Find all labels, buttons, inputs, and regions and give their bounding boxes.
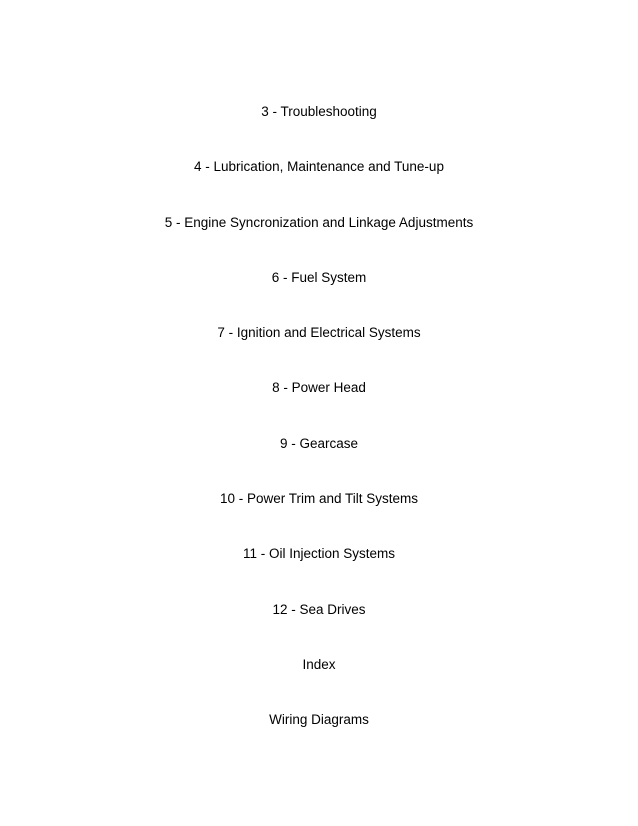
toc-entry-troubleshooting: 3 - Troubleshooting bbox=[261, 104, 377, 119]
toc-entry-power-trim-tilt: 10 - Power Trim and Tilt Systems bbox=[219, 491, 419, 507]
toc-entry-power-head: 8 - Power Head bbox=[272, 380, 366, 396]
table-of-contents bbox=[0, 102, 638, 766]
toc-entry-oil-injection: 11 - Oil Injection Systems bbox=[242, 546, 396, 562]
toc-entry-index: Index bbox=[302, 656, 336, 672]
toc-entry-sea-drives: 12 - Sea Drives bbox=[272, 601, 366, 617]
toc-entry-engine-syncronization: 5 - Engine Syncronization and Linkage Adjustments bbox=[164, 214, 474, 230]
toc-entry-wiring-diagrams: Wiring Diagrams bbox=[269, 712, 369, 728]
toc-entry-gearcase: 9 - Gearcase bbox=[279, 435, 359, 451]
toc-entry-fuel-system: 6 - Fuel System bbox=[271, 269, 367, 285]
toc-entry-ignition-electrical: 7 - Ignition and Electrical Systems bbox=[217, 325, 421, 341]
toc-entry-lubrication-maintenance: 4 - Lubrication, Maintenance and Tune-up bbox=[194, 159, 444, 175]
